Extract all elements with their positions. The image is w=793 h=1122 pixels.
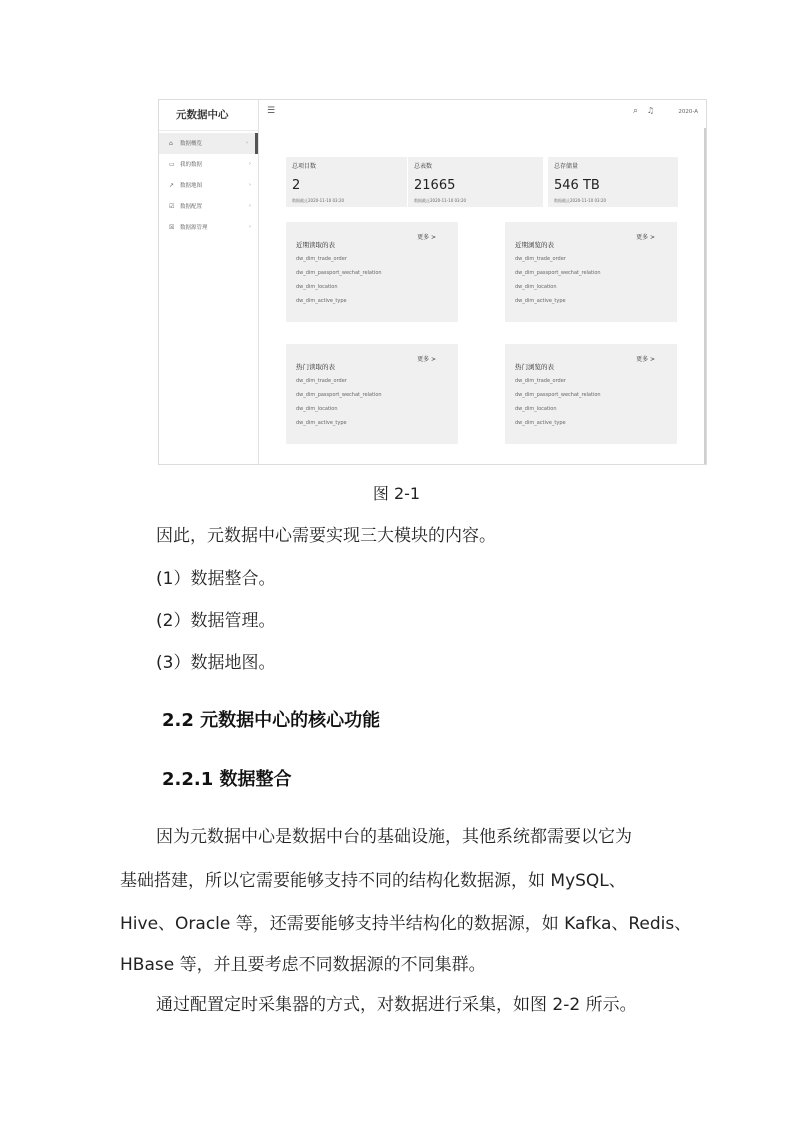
stat-label: 总表数 — [414, 163, 433, 170]
body-line-1: 因为元数据中心是数据中台的基础设施，其他系统都需要以它为 — [156, 827, 632, 847]
list-item-2: (2）数据管理。 — [156, 611, 276, 631]
sidebar-item-data-config[interactable] — [159, 196, 258, 217]
stat-value: 21665 — [414, 178, 456, 193]
list-item-3: (3）数据地图。 — [156, 653, 276, 673]
body-line-3: Hive、Oracle 等，还需要能够支持半结构化的数据源，如 Kafka、Redis、 — [120, 914, 692, 934]
sidebar-item-data-map[interactable] — [159, 175, 258, 196]
search-icon[interactable]: ⌕ — [632, 106, 638, 116]
app-title: 元数据中心 — [159, 100, 258, 131]
list-item[interactable]: dw_dim_location — [296, 406, 338, 412]
database-icon: ▭ — [169, 161, 175, 168]
list-item[interactable]: dw_dim_passport_wechat_relation — [515, 392, 601, 398]
config-icon: ☑ — [169, 203, 175, 210]
dashboard-main — [259, 128, 706, 464]
list-title: 热门浏览的表 — [515, 363, 554, 371]
list-item[interactable]: dw_dim_trade_order — [515, 256, 566, 262]
list-card-hot-read — [286, 344, 458, 444]
stat-time: 数据截止2020-11-10 03:20 — [292, 198, 345, 203]
stat-label: 总项目数 — [292, 163, 317, 170]
list-item[interactable]: dw_dim_active_type — [296, 420, 347, 426]
sidebar-item-label: 数据源管理 — [180, 225, 208, 231]
sidebar-item-label: 数据地图 — [180, 183, 203, 189]
home-icon: ⌂ — [169, 140, 173, 147]
body-line-4: HBase 等，并且要考虑不同数据源的不同集群。 — [120, 955, 486, 975]
sidebar-item-overview[interactable] — [159, 133, 258, 154]
chevron-right-icon: › — [249, 224, 251, 230]
list-item-1: (1）数据整合。 — [156, 569, 276, 589]
list-card-recent-browse — [505, 222, 677, 322]
list-item[interactable]: dw_dim_location — [296, 284, 338, 290]
chevron-right-icon: › — [249, 161, 251, 167]
app-topbar — [259, 100, 706, 129]
chevron-right-icon: › — [249, 182, 251, 188]
list-title: 近期浏览的表 — [515, 241, 554, 249]
more-link[interactable]: 更多 > — [417, 356, 436, 363]
subsection-title: 2.2.1 数据整合 — [162, 769, 292, 790]
list-title: 近期读取的表 — [296, 241, 335, 249]
stat-card-projects — [286, 157, 407, 207]
list-item[interactable]: dw_dim_trade_order — [296, 256, 347, 262]
sidebar-item-my-data[interactable] — [159, 154, 258, 175]
user-name[interactable]: 2020-A — [678, 109, 698, 115]
app-sidebar — [159, 100, 259, 464]
list-card-hot-browse — [505, 344, 677, 444]
figure-screenshot — [158, 99, 707, 465]
more-link[interactable]: 更多 > — [417, 234, 436, 241]
more-link[interactable]: 更多 > — [636, 356, 655, 363]
more-link[interactable]: 更多 > — [636, 234, 655, 241]
chevron-right-icon: › — [249, 203, 251, 209]
stat-label: 总存储量 — [554, 163, 579, 170]
figure-caption: 图 2-1 — [372, 484, 421, 503]
bell-icon[interactable]: ♫ — [646, 106, 654, 115]
stat-card-tables — [408, 157, 543, 207]
sidebar-item-label: 数据配置 — [180, 204, 203, 210]
section-title: 2.2 元数据中心的核心功能 — [162, 710, 381, 731]
sidebar-item-label: 数据概览 — [180, 141, 203, 147]
intro-paragraph: 因此，元数据中心需要实现三大模块的内容。 — [156, 526, 496, 546]
stat-value: 2 — [292, 178, 301, 193]
list-item[interactable]: dw_dim_passport_wechat_relation — [296, 270, 382, 276]
chart-icon: ↗ — [169, 182, 175, 189]
list-card-recent-read — [286, 222, 458, 322]
list-item[interactable]: dw_dim_active_type — [296, 298, 347, 304]
chevron-right-icon: › — [246, 140, 248, 146]
stat-card-storage — [548, 157, 678, 207]
manage-icon: ☒ — [169, 224, 175, 231]
list-title: 热门读取的表 — [296, 363, 335, 371]
body-line-2: 基础搭建，所以它需要能够支持不同的结构化数据源，如 MySQL、 — [120, 871, 626, 891]
stat-time: 数据截止2020-11-10 03:20 — [554, 198, 607, 203]
list-item[interactable]: dw_dim_trade_order — [515, 378, 566, 384]
sidebar-item-label: 我的数据 — [180, 162, 203, 168]
list-item[interactable]: dw_dim_passport_wechat_relation — [296, 392, 382, 398]
stat-time: 数据截止2020-11-10 03:20 — [414, 198, 467, 203]
list-item[interactable]: dw_dim_trade_order — [296, 378, 347, 384]
list-item[interactable]: dw_dim_active_type — [515, 298, 566, 304]
list-item[interactable]: dw_dim_active_type — [515, 420, 566, 426]
last-paragraph: 通过配置定时采集器的方式，对数据进行采集，如图 2-2 所示。 — [156, 995, 637, 1015]
menu-toggle-icon[interactable]: ☰ — [267, 106, 276, 116]
stat-value: 546 TB — [554, 178, 600, 193]
list-item[interactable]: dw_dim_location — [515, 406, 557, 412]
sidebar-item-datasource[interactable] — [159, 217, 258, 238]
list-item[interactable]: dw_dim_location — [515, 284, 557, 290]
list-item[interactable]: dw_dim_passport_wechat_relation — [515, 270, 601, 276]
scrollbar[interactable] — [704, 128, 706, 464]
